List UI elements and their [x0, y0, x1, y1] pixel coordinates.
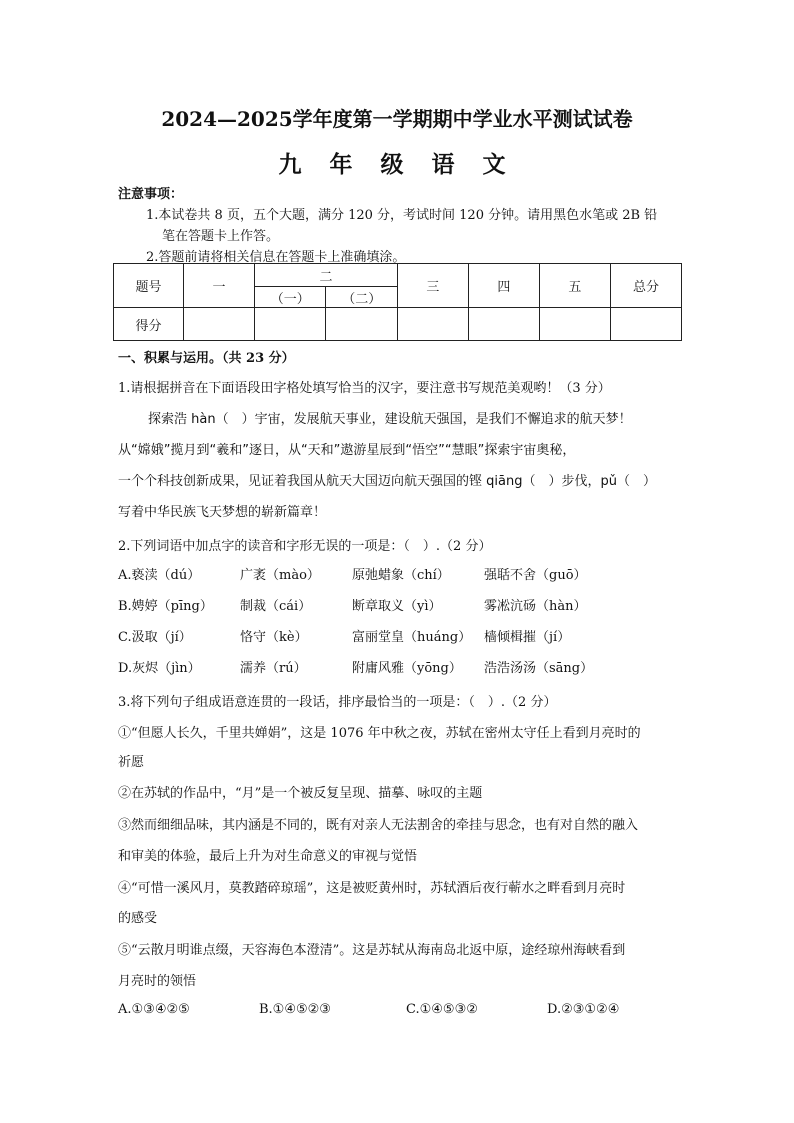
- score-cell-1[interactable]: [184, 308, 255, 341]
- exam-subtitle: 九 年 级 语 文: [278, 151, 516, 178]
- q2-d-word-1: D.灰烬（jìn）: [118, 661, 201, 676]
- score-table-col-total: 总分: [610, 264, 681, 308]
- q2-c-word-2: 恪守（kè）: [240, 630, 308, 645]
- q2-b-word-1: B.娉婷（pīng）: [118, 599, 213, 614]
- score-table-row-label: 得分: [114, 308, 184, 341]
- score-cell-5[interactable]: [539, 308, 610, 341]
- q1-passage-line-2: 从“嫦娥”揽月到“羲和”逐日，从“天和”遨游星辰到“悟空”“慧眼”探索宇宙奥秘，: [118, 443, 576, 458]
- q3-sentence-3-line-1: ③然而细细品味，其内涵是不同的，既有对亲人无法割舍的牵挂与思念，也有对自然的融入: [118, 818, 639, 833]
- q2-a-word-2: 广袤（mào）: [240, 568, 320, 583]
- q2-stem: 2.下列词语中加点字的读音和字形无误的一项是：（ ）.（2 分）: [118, 539, 492, 554]
- q3-option-a: A.①③④②⑤: [118, 1002, 190, 1017]
- q2-d-word-4: 浩浩汤汤（sāng）: [484, 661, 594, 676]
- score-cell-4[interactable]: [468, 308, 539, 341]
- score-table-header-label: 题号: [114, 264, 184, 308]
- q2-c-word-3: 富丽堂皇（huáng）: [352, 630, 472, 645]
- q3-option-b: B.①④⑤②③: [259, 1002, 331, 1017]
- score-cell-total[interactable]: [610, 308, 681, 341]
- score-table-col-3: 三: [397, 264, 468, 308]
- score-cell-3[interactable]: [397, 308, 468, 341]
- exam-title: 2024—2025学年度第一学期期中学业水平测试试卷: [161, 107, 633, 131]
- q2-b-word-3: 断章取义（yì）: [352, 599, 442, 614]
- notice-heading: 注意事项：: [118, 187, 184, 202]
- section-1-heading: 一、积累与运用。（共 23 分）: [118, 351, 295, 366]
- q2-d-word-2: 濡养（rú）: [240, 661, 307, 676]
- q3-stem: 3.将下列句子组成语意连贯的一段话，排序最恰当的一项是：（ ）.（2 分）: [118, 695, 557, 710]
- q3-sentence-4-line-2: 的感受: [118, 911, 158, 926]
- score-table-col-5: 五: [539, 264, 610, 308]
- q3-sentence-5-line-2: 月亮时的领悟: [118, 974, 197, 989]
- q3-sentence-2: ②在苏轼的作品中，“月”是一个被反复呈现、描摹、咏叹的主题: [118, 786, 483, 801]
- score-table-col-2a: （一）: [255, 287, 326, 308]
- q3-option-d: D.②③①②④: [547, 1002, 620, 1017]
- score-cell-2a[interactable]: [255, 308, 326, 341]
- q1-passage-line-4: 写着中华民族飞天梦想的崭新篇章！: [118, 505, 327, 520]
- q3-sentence-1-line-2: 祈愿: [118, 755, 145, 770]
- q2-a-word-4: 强聒不舍（guō）: [484, 568, 587, 583]
- q3-sentence-1-line-1: ①“但愿人长久，千里共婵娟”，这是 1076 年中秋之夜，苏轼在密州太守任上看到月亮时的: [118, 726, 641, 741]
- q3-sentence-4-line-1: ④“可惜一溪风月，莫教踏碎琼瑶”，这是被贬黄州时，苏轼酒后夜行蕲水之畔看到月亮时: [118, 881, 626, 896]
- q2-a-word-3: 原弛蜡象（chí）: [352, 568, 450, 583]
- q1-passage-line-1: 探索浩 hàn（ ）宇宙，发展航天事业，建设航天强国，是我们不懈追求的航天梦！: [148, 412, 632, 427]
- q1-passage-line-3: 一个个科技创新成果，见证着我国从航天大国迈向航天强国的铿 qiāng（ ）步伐，pǔ（ ）: [118, 474, 656, 489]
- q1-stem: 1.请根据拼音在下面语段田字格处填写恰当的汉字，要注意书写规范美观哟！（3 分）: [118, 381, 611, 396]
- notice-item-1-line-2: 笔在答题卡上作答。: [162, 229, 280, 244]
- q3-option-c: C.①④⑤③②: [406, 1002, 478, 1017]
- q2-b-word-2: 制裁（cái）: [240, 599, 312, 614]
- score-table: [113, 263, 682, 341]
- score-cell-2b[interactable]: [326, 308, 397, 341]
- score-table-col-4: 四: [468, 264, 539, 308]
- q2-b-word-4: 雾凇沆砀（hàn）: [484, 599, 587, 614]
- score-table-col-1: 一: [184, 264, 255, 308]
- q2-c-word-1: C.汲取（jí）: [118, 630, 192, 645]
- q2-c-word-4: 樯倾楫摧（jí）: [484, 630, 571, 645]
- notice-item-1-line-1: 1.本试卷共 8 页，五个大题，满分 120 分，考试时间 120 分钟。请用黑色水笔或 2B 铅: [146, 208, 658, 223]
- score-table-col-2: 二: [255, 264, 398, 287]
- q3-sentence-3-line-2: 和审美的体验，最后上升为对生命意义的审视与觉悟: [118, 849, 418, 864]
- score-table-col-2b: （二）: [326, 287, 397, 308]
- q2-d-word-3: 附庸风雅（yōng）: [352, 661, 462, 676]
- q2-a-word-1: A.亵渎（dú）: [118, 568, 201, 583]
- q3-sentence-5-line-1: ⑤“云散月明谁点缀，天容海色本澄清”。这是苏轼从海南岛北返中原，途经琼州海峡看到: [118, 943, 626, 958]
- notice-item-2: 2.答题前请将相关信息在答题卡上准确填涂。: [146, 250, 406, 265]
